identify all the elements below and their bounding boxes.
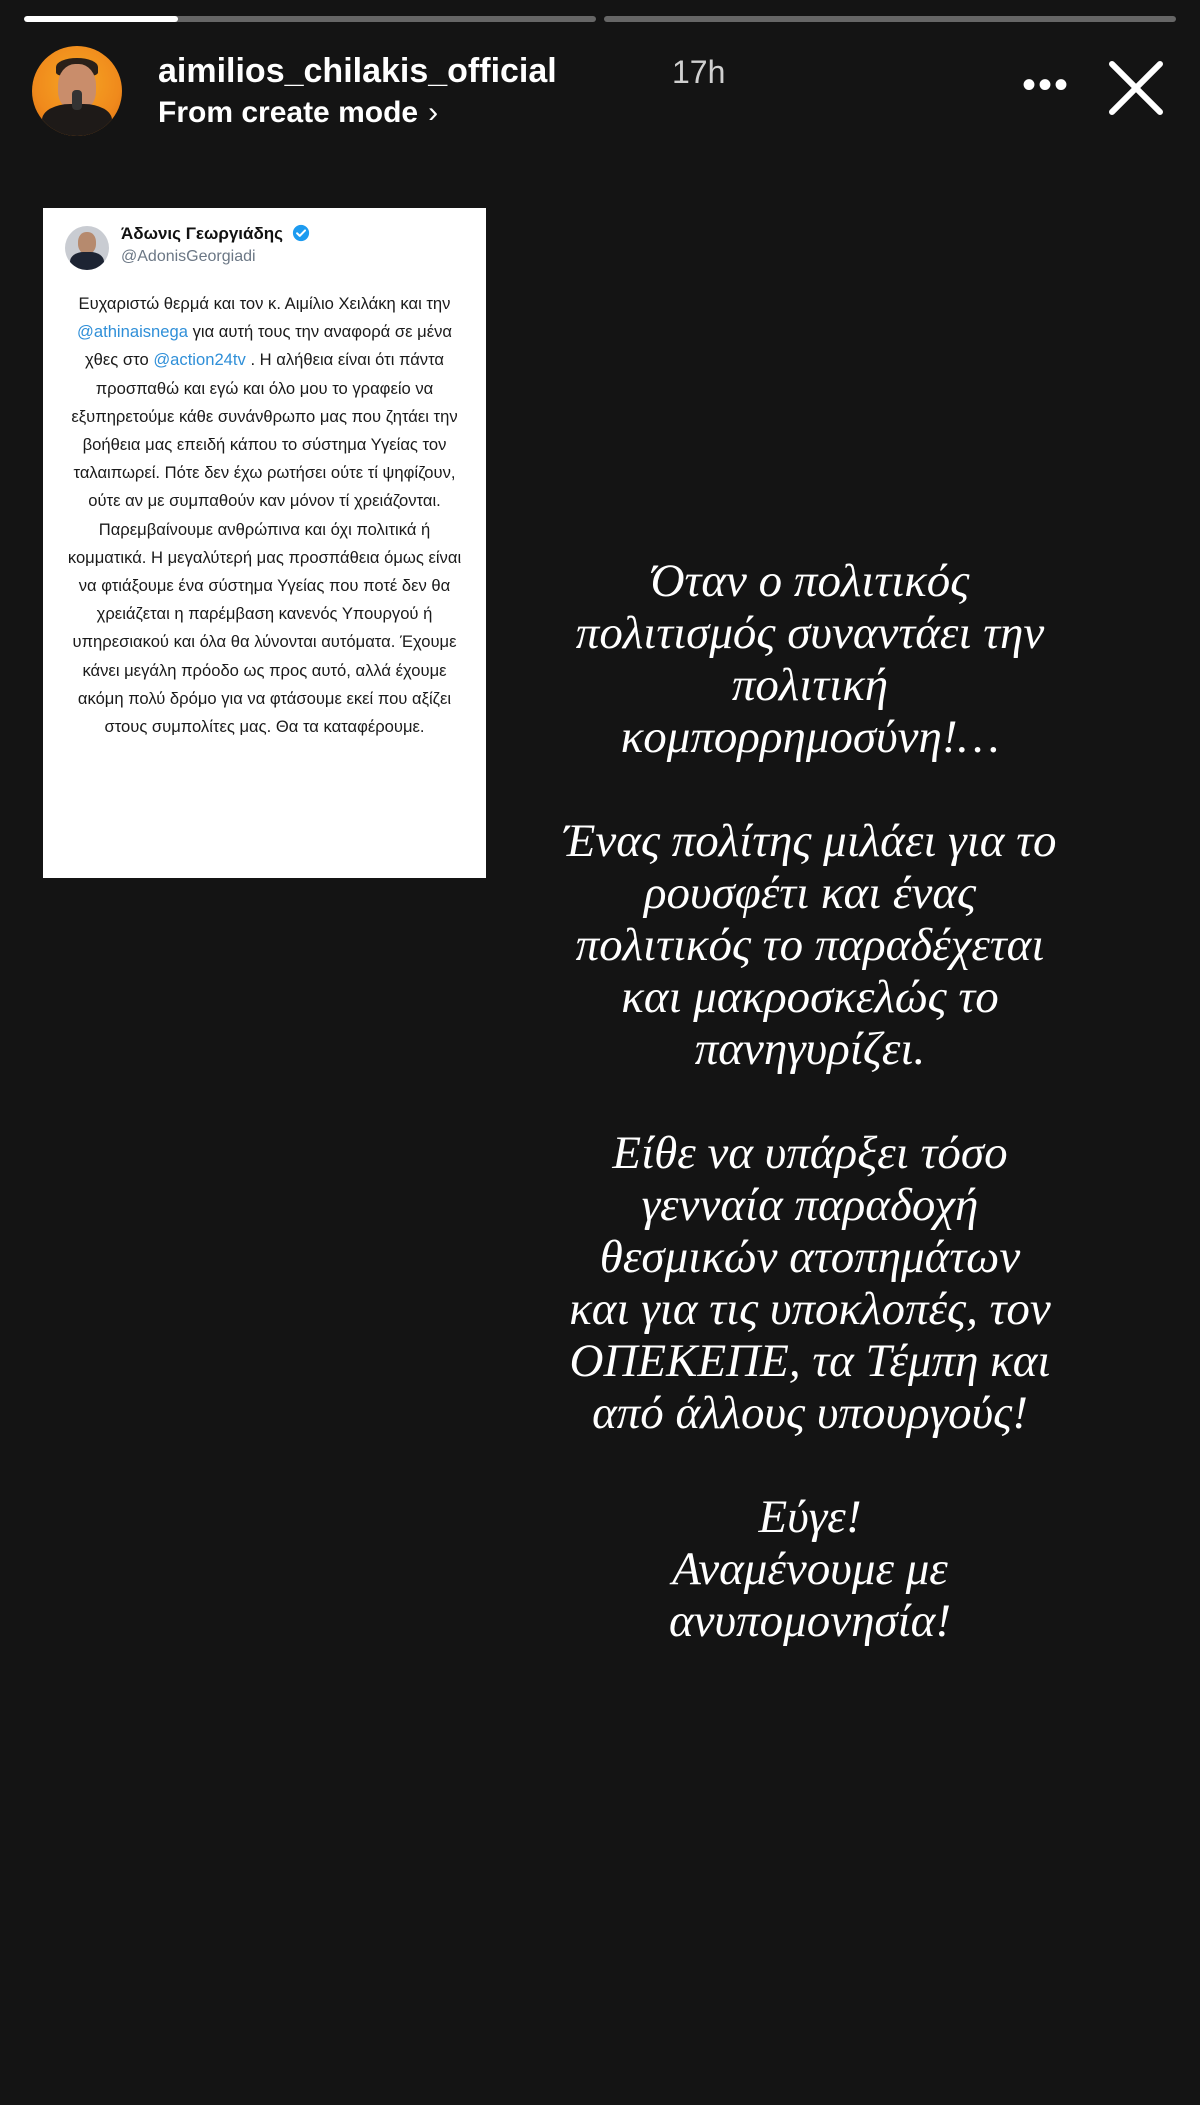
tweet-text-part: . Η αλήθεια είναι ότι πάντα προσπαθώ και εγώ και όλο μου το γραφείο να εξυπηρετούμε κάθε συνάνθρωπο μας που ζητάει την βοήθεια μας επειδή κάπου το σύστημα Υγείας τον ταλαιπωρεί. Πότε δεν έχω ρωτήσει ούτε τί ψηφίζουν, ούτε αν με συμπαθούν καν μόνον τί χρειάζονται. Παρεμβαίνουμε ανθρώπινα και όχι πολιτικά ή κομματικά. Η μεγαλύτερή μας προσπάθεια όμως είναι να φτιάξουμε ένα σύστημα Υγείας που ποτέ δεν θα χρειάζεται η παρέμβαση κανενός Υπουργού ή υπηρεσιακού και όλα θα λύνονται αυτόματα. Έχουμε κάνει μεγάλη πρόοδο ως προς αυτό, αλλά έχουμε ακόμη πολύ δρόμο για να φτάσουμε εκεί που αξίζει στους συμπολίτες μας. Θα τα καταφέρουμε. bbox=[67, 350, 462, 737]
story-caption bbox=[430, 555, 1190, 1699]
avatar[interactable] bbox=[32, 46, 122, 136]
create-mode-link[interactable] bbox=[158, 96, 438, 130]
verified-badge-icon bbox=[292, 224, 310, 242]
close-icon bbox=[1104, 56, 1168, 120]
progress-segment-2 bbox=[604, 16, 1176, 22]
tweet-author-name-text: Άδωνις Γεωργιάδης bbox=[121, 224, 284, 243]
mention-action24tv: @action24tv bbox=[153, 350, 246, 370]
tweet-avatar bbox=[65, 226, 109, 270]
more-options-button[interactable] bbox=[1016, 60, 1076, 120]
caption-paragraph-3: Είθε να υπάρξει τόσο γενναία παραδοχή θεσμικών ατοπημάτων και για τις υποκλοπές, τον ΟΠΕΚΕΠΕ, τα Τέμπη και από άλλους υπουργούς! bbox=[569, 1127, 1051, 1439]
caption-paragraph-1: Όταν ο πολιτικός πολιτισμός συναντάει την πολιτική κομπορρημοσύνη!… bbox=[575, 555, 1045, 763]
tweet-author-handle: @AdonisGeorgiadi bbox=[121, 248, 256, 265]
tweet-text-part: Ευχαριστώ θερμά και τον κ. Αιμίλιο Χειλάκη και την bbox=[78, 294, 451, 313]
tweet-author-name bbox=[121, 224, 310, 244]
close-button[interactable] bbox=[1104, 56, 1168, 120]
mention-athinaisnega: @athinaisnega bbox=[77, 322, 188, 342]
username-link[interactable]: aimilios_chilakis_official bbox=[158, 52, 557, 90]
post-time: 17h bbox=[672, 54, 726, 90]
tweet-screenshot bbox=[43, 208, 486, 878]
tweet-header bbox=[63, 224, 466, 280]
progress-fill-1 bbox=[24, 16, 178, 22]
tweet-text-part: για αυτή τους την αναφορά σε μένα χθες στο bbox=[84, 322, 452, 370]
more-horizontal-icon: ••• bbox=[1021, 63, 1070, 107]
create-mode-label: From create mode bbox=[158, 96, 419, 129]
story-progress-bar bbox=[24, 16, 1176, 22]
tweet-text bbox=[63, 290, 466, 741]
caption-paragraph-4: Εύγε! Αναμένουμε με ανυπομονησία! bbox=[669, 1491, 951, 1647]
progress-segment-1 bbox=[24, 16, 596, 22]
story-header bbox=[32, 46, 1168, 136]
chevron-right-icon: › bbox=[428, 96, 439, 129]
caption-paragraph-2: Ένας πολίτης μιλάει για το ρουσφέτι και ένας πολιτικός το παραδέχεται και μακροσκελώς το πανηγυρίζει. bbox=[563, 815, 1057, 1075]
